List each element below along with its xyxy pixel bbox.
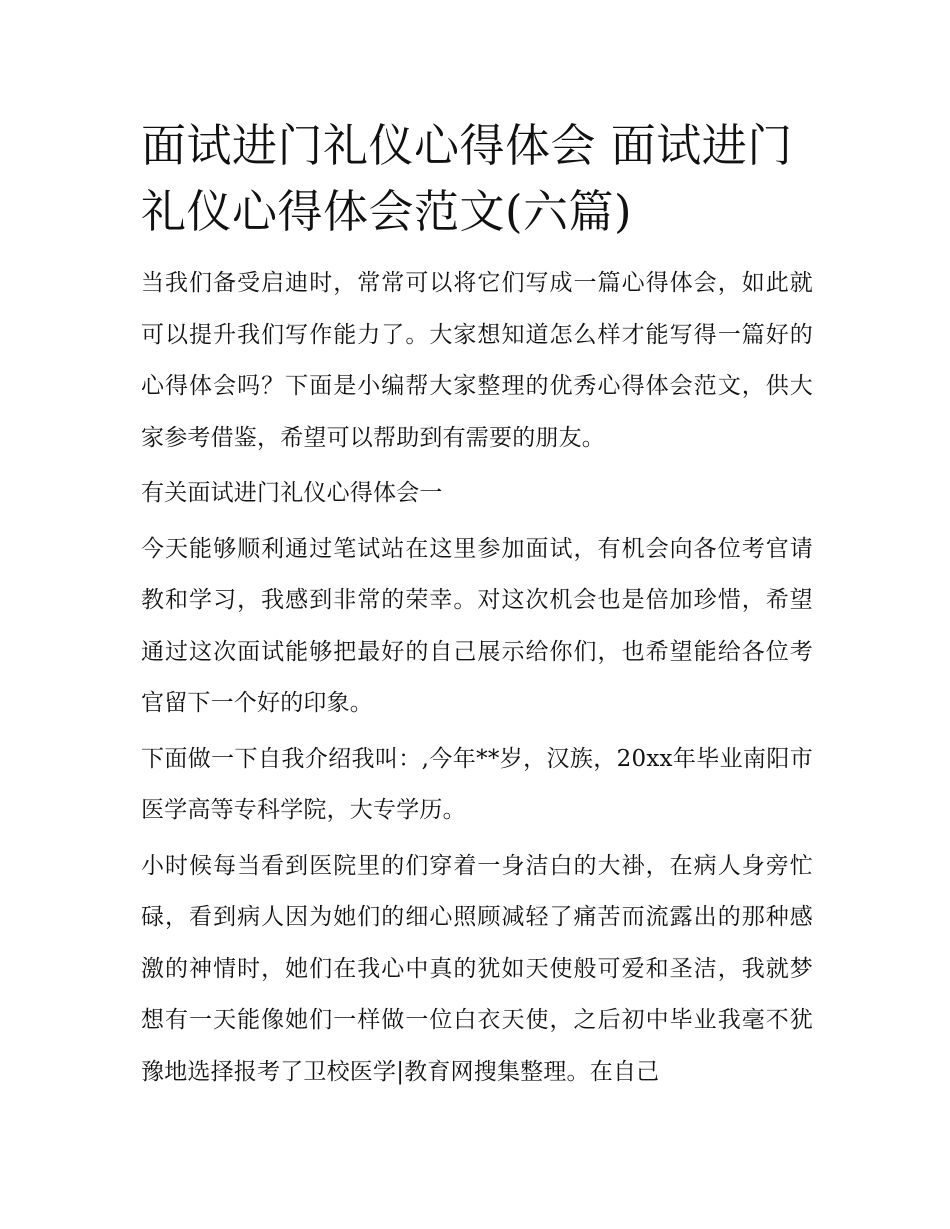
document-body <box>141 113 813 1102</box>
document-title: 面试进门礼仪心得体会 面试进门礼仪心得体会范文(六篇) <box>141 119 793 238</box>
intro-paragraph: 当我们备受启迪时，常常可以将它们写成一篇心得体会，如此就可以提升我们写作能力了。大家想知道怎么样才能写得一篇好的心得体会吗？下面是小编帮大家整理的优秀心得体会范文，供大家参考借鉴，希望可以帮助到有需要的朋友。 <box>141 270 813 451</box>
section-heading: 有关面试进门礼仪心得体会一 <box>141 480 443 506</box>
body-paragraph: 小时候每当看到医院里的们穿着一身洁白的大褂，在病人身旁忙碌，看到病人因为她们的细心照顾减轻了痛苦而流露出的那种感激的神情时，她们在我心中真的犹如天使般可爱和圣洁，我就梦想有一天能像她们一样做一位白衣天使，之后初中毕业我毫不犹豫地选择报考了卫校医学|教育网搜集整理。在自己 <box>141 852 813 1085</box>
body-paragraph: 今天能够顺利通过笔试站在这里参加面试，有机会向各位考官请教和学习，我感到非常的荣幸。对这次机会也是倍加珍惜，希望通过这次面试能够把最好的自己展示给你们，也希望能给各位考官留下一个好的印象。 <box>141 535 813 716</box>
body-paragraph: 下面做一下自我介绍我叫：,今年**岁，汉族，20xx年毕业南阳市医学高等专科学院，大专学历。 <box>141 745 813 823</box>
